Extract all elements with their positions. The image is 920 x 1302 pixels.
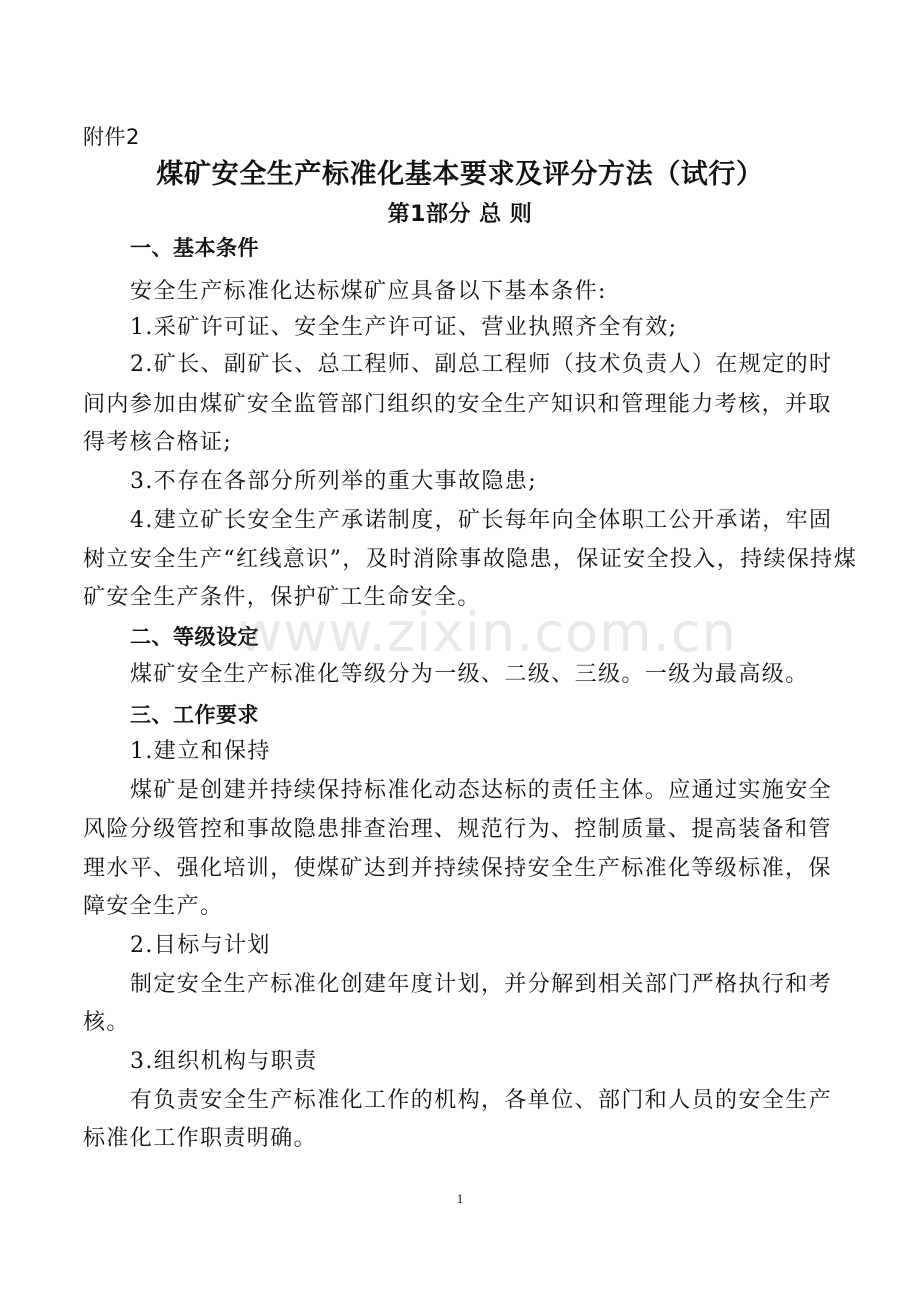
page-number: 1: [456, 1191, 464, 1206]
document-title: 煤矿安全生产标准化基本要求及评分方法（试行）: [156, 159, 764, 190]
list-item-4: 4.建立矿长安全生产承诺制度，矿长每年向全体职工公开承诺，牢固: [130, 508, 833, 533]
list-item-2: 2.矿长、副矿长、总工程师、副总工程师（技术负责人）在规定的时: [130, 352, 833, 377]
section-heading-basic-conditions: 一、基本条件: [130, 236, 259, 260]
paragraph-line: 制定安全生产标准化创建年度计划，并分解到相关部门严格执行和考: [130, 972, 833, 997]
paragraph-line: 矿安全生产条件，保护矿工生命安全。: [83, 585, 481, 610]
section-heading-grade-setting: 二、等级设定: [130, 625, 259, 649]
subsection-heading-establish: 1.建立和保持: [130, 739, 271, 764]
paragraph-line: 标准化工作职责明确。: [83, 1126, 318, 1151]
paragraph-line: 树立安全生产“红线意识”，及时消除事故隐患，保证安全投入，持续保持煤: [83, 547, 858, 572]
subsection-heading-goals-plans: 2.目标与计划: [130, 933, 271, 958]
list-item-1: 1.采矿许可证、安全生产许可证、营业执照齐全有效;: [130, 315, 678, 340]
paragraph-line: 间内参加由煤矿安全监管部门组织的安全生产知识和管理能力考核，并取: [83, 392, 832, 417]
part-subtitle: 第1部分 总 则: [387, 202, 533, 227]
paragraph-line: 得考核合格证;: [83, 430, 233, 455]
paragraph-line: 核。: [83, 1010, 130, 1035]
paragraph-line: 理水平、强化培训，使煤矿达到并持续保持安全生产标准化等级标准，保: [83, 856, 832, 881]
list-item-3: 3.不存在各部分所列举的重大事故隐患;: [130, 469, 538, 494]
paragraph-line: 风险分级管控和事故隐患排查治理、规范行为、控制质量、提高装备和管: [83, 817, 832, 842]
paragraph-line: 煤矿安全生产标准化等级分为一级、二级、三级。一级为最高级。: [130, 662, 809, 687]
subsection-heading-organization: 3.组织机构与职责: [130, 1049, 318, 1074]
section-heading-work-requirements: 三、工作要求: [130, 703, 259, 727]
paragraph-line: 有负责安全生产标准化工作的机构，各单位、部门和人员的安全生产: [130, 1088, 833, 1113]
watermark: www.zixin.com.cn: [238, 601, 737, 664]
attachment-label: 附件2: [83, 125, 140, 149]
paragraph-line: 障安全生产。: [83, 894, 224, 919]
paragraph-line: 安全生产标准化达标煤矿应具备以下基本条件:: [130, 279, 607, 304]
paragraph-line: 煤矿是创建并持续保持标准化动态达标的责任主体。应通过实施安全: [130, 778, 833, 803]
